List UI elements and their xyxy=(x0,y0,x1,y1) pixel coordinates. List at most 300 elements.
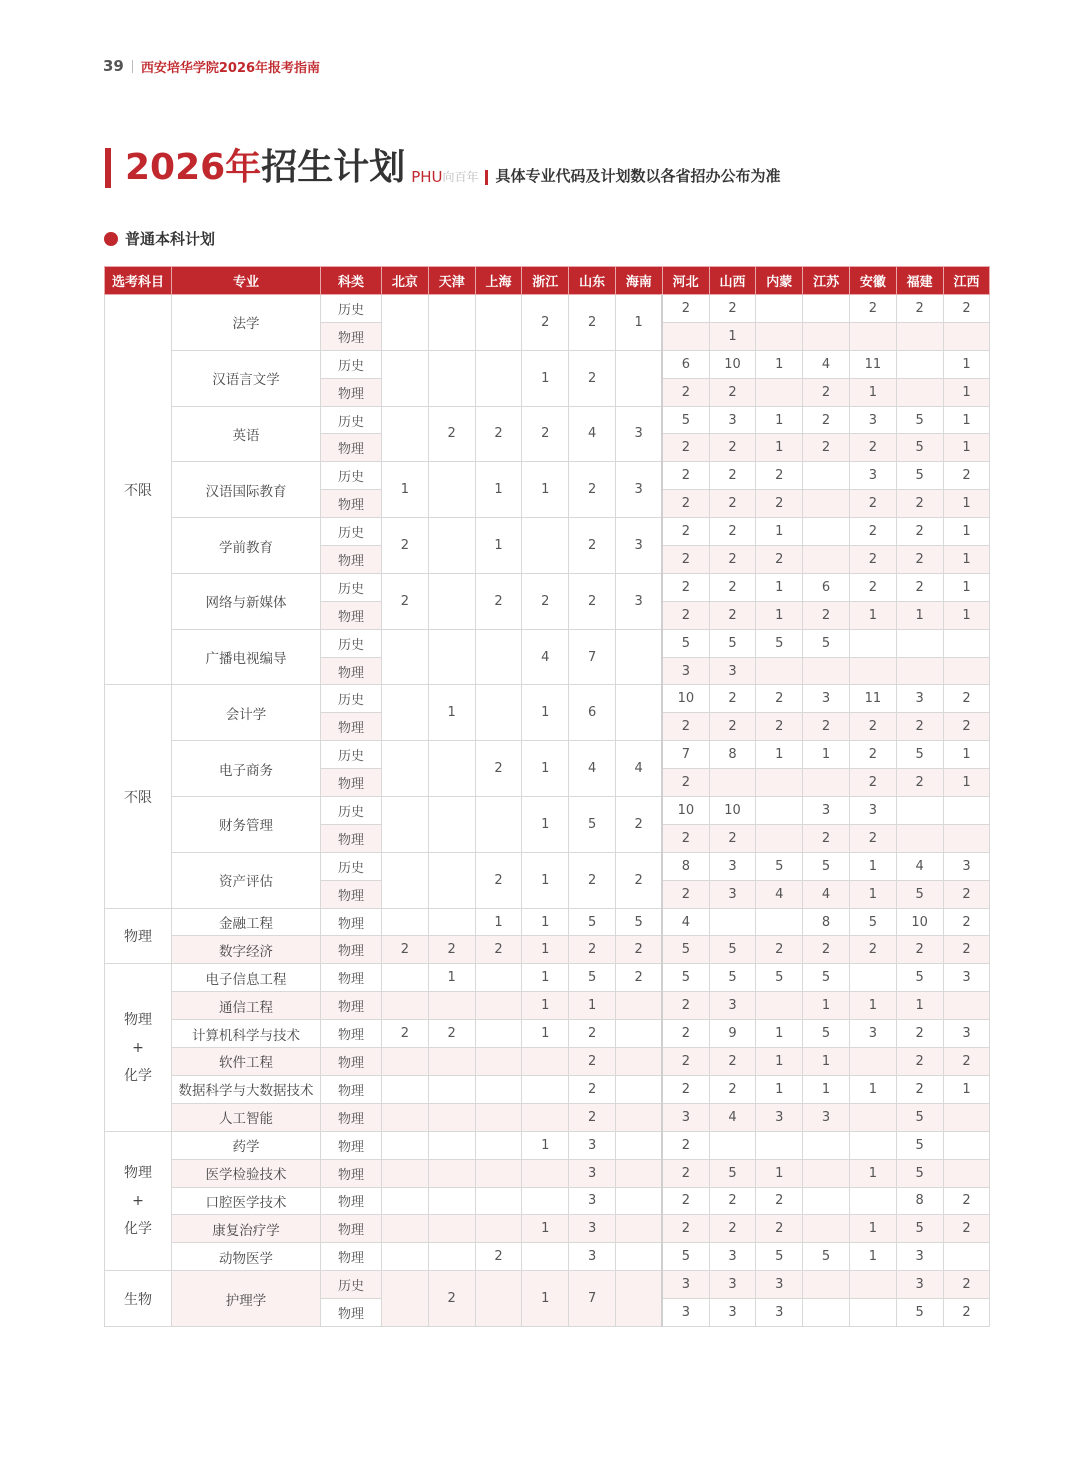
plan-count-cell: 2 xyxy=(709,713,756,741)
plan-count-cell xyxy=(382,741,429,797)
plan-count-cell: 2 xyxy=(662,601,709,629)
plan-count-cell: 1 xyxy=(522,908,569,936)
plan-count-cell xyxy=(615,1103,662,1131)
plan-count-cell xyxy=(522,1159,569,1187)
plan-count-cell xyxy=(943,992,990,1020)
plan-count-cell: 2 xyxy=(475,741,522,797)
plan-count-cell: 10 xyxy=(662,685,709,713)
subject-requirement-cell: 不限 xyxy=(105,295,172,685)
plan-count-cell: 3 xyxy=(615,406,662,462)
plan-count-cell: 2 xyxy=(896,546,943,574)
plan-count-cell: 3 xyxy=(615,518,662,574)
subject-requirement-cell xyxy=(105,964,172,1131)
plan-count-cell: 2 xyxy=(709,1187,756,1215)
plan-count-cell xyxy=(428,1048,475,1076)
category-cell: 物理 xyxy=(321,1187,382,1215)
plan-count-cell: 1 xyxy=(849,852,896,880)
plan-count-cell: 5 xyxy=(803,852,850,880)
plan-count-cell xyxy=(756,322,803,350)
plan-count-cell xyxy=(382,908,429,936)
table-row xyxy=(105,1020,990,1048)
column-header: 河北 xyxy=(662,267,709,295)
plan-count-cell xyxy=(382,1159,429,1187)
plan-count-cell: 1 xyxy=(522,797,569,853)
plan-count-cell: 11 xyxy=(849,350,896,378)
plan-count-cell: 1 xyxy=(709,322,756,350)
plan-count-cell: 2 xyxy=(709,490,756,518)
plan-count-cell: 8 xyxy=(896,1187,943,1215)
plan-count-cell: 2 xyxy=(615,964,662,992)
category-cell: 物理 xyxy=(321,1299,382,1327)
plan-count-cell xyxy=(662,322,709,350)
plan-count-cell xyxy=(943,1159,990,1187)
plan-count-cell xyxy=(803,1271,850,1299)
plan-count-cell: 3 xyxy=(896,685,943,713)
plan-count-cell: 2 xyxy=(662,1159,709,1187)
column-header: 专业 xyxy=(172,267,321,295)
plan-count-cell: 4 xyxy=(615,741,662,797)
plan-count-cell: 2 xyxy=(943,1187,990,1215)
plan-count-cell: 3 xyxy=(569,1215,616,1243)
plan-count-cell: 7 xyxy=(662,741,709,769)
plan-count-cell: 2 xyxy=(475,1243,522,1271)
plan-count-cell: 5 xyxy=(803,1020,850,1048)
plan-count-cell: 1 xyxy=(943,406,990,434)
plan-count-cell: 2 xyxy=(569,1075,616,1103)
plan-count-cell: 5 xyxy=(896,1215,943,1243)
category-cell: 物理 xyxy=(321,490,382,518)
category-cell: 物理 xyxy=(321,1215,382,1243)
plan-count-cell: 2 xyxy=(662,880,709,908)
plan-count-cell: 4 xyxy=(803,880,850,908)
plan-count-cell xyxy=(896,657,943,685)
plan-count-cell: 2 xyxy=(709,1048,756,1076)
major-name-cell: 英语 xyxy=(172,406,321,462)
plan-count-cell: 2 xyxy=(849,741,896,769)
plan-count-cell xyxy=(475,1271,522,1327)
plan-count-cell xyxy=(615,1048,662,1076)
category-cell: 物理 xyxy=(321,713,382,741)
plan-count-cell: 5 xyxy=(896,1131,943,1159)
plan-count-cell: 1 xyxy=(756,601,803,629)
plan-count-cell: 10 xyxy=(896,908,943,936)
plan-count-cell: 2 xyxy=(662,1131,709,1159)
plan-count-cell: 2 xyxy=(709,1075,756,1103)
major-name-cell: 汉语国际教育 xyxy=(172,462,321,518)
plan-count-cell: 2 xyxy=(803,378,850,406)
plan-count-cell: 1 xyxy=(522,685,569,741)
plan-count-cell: 2 xyxy=(709,462,756,490)
plan-count-cell xyxy=(428,1075,475,1103)
plan-count-cell: 3 xyxy=(943,852,990,880)
category-cell: 历史 xyxy=(321,741,382,769)
plan-count-cell: 3 xyxy=(756,1271,803,1299)
category-cell: 物理 xyxy=(321,1243,382,1271)
plan-count-cell xyxy=(943,1131,990,1159)
category-cell: 历史 xyxy=(321,852,382,880)
plan-count-cell xyxy=(803,546,850,574)
category-cell: 历史 xyxy=(321,1271,382,1299)
category-cell: 物理 xyxy=(321,769,382,797)
plan-count-cell: 1 xyxy=(569,992,616,1020)
plan-count-cell xyxy=(382,1075,429,1103)
plan-count-cell xyxy=(896,629,943,657)
plan-count-cell xyxy=(475,685,522,741)
plan-count-cell: 5 xyxy=(756,964,803,992)
plan-count-cell: 2 xyxy=(803,713,850,741)
plan-count-cell: 1 xyxy=(756,1159,803,1187)
plan-count-cell: 2 xyxy=(569,573,616,629)
plan-count-cell: 3 xyxy=(709,880,756,908)
plan-count-cell: 3 xyxy=(615,573,662,629)
plan-count-cell: 7 xyxy=(569,1271,616,1327)
plan-count-cell xyxy=(428,1243,475,1271)
plan-count-cell xyxy=(428,462,475,518)
plan-count-cell: 2 xyxy=(896,1020,943,1048)
page-number: 39 xyxy=(103,57,124,75)
plan-count-cell: 2 xyxy=(428,1271,475,1327)
subject-requirement-cell: 生物 xyxy=(105,1271,172,1327)
column-header: 选考科目 xyxy=(105,267,172,295)
plan-count-cell xyxy=(709,1131,756,1159)
plan-count-cell xyxy=(849,1103,896,1131)
plan-count-cell: 1 xyxy=(475,462,522,518)
plan-count-cell xyxy=(849,1299,896,1327)
plan-count-cell xyxy=(896,824,943,852)
plan-count-cell: 2 xyxy=(662,295,709,323)
plan-count-cell xyxy=(428,573,475,629)
column-header: 内蒙 xyxy=(756,267,803,295)
plan-count-cell: 1 xyxy=(428,685,475,741)
plan-count-cell xyxy=(803,1215,850,1243)
major-name-cell: 财务管理 xyxy=(172,797,321,853)
plan-count-cell xyxy=(615,992,662,1020)
plan-count-cell: 2 xyxy=(662,992,709,1020)
plan-count-cell xyxy=(896,322,943,350)
major-name-cell: 电子商务 xyxy=(172,741,321,797)
category-cell: 物理 xyxy=(321,1103,382,1131)
plan-count-cell: 2 xyxy=(756,462,803,490)
plan-count-cell: 2 xyxy=(896,713,943,741)
category-cell: 历史 xyxy=(321,295,382,323)
plan-count-cell: 1 xyxy=(943,546,990,574)
plan-count-cell: 1 xyxy=(943,378,990,406)
plan-count-cell xyxy=(756,824,803,852)
plan-count-cell: 2 xyxy=(849,490,896,518)
plan-count-cell: 2 xyxy=(803,601,850,629)
column-header: 安徽 xyxy=(849,267,896,295)
category-cell: 物理 xyxy=(321,601,382,629)
plan-count-cell: 4 xyxy=(569,406,616,462)
table-row xyxy=(105,295,990,323)
plan-count-cell: 2 xyxy=(382,1020,429,1048)
plan-count-cell: 2 xyxy=(709,601,756,629)
plan-count-cell: 2 xyxy=(943,713,990,741)
plan-count-cell: 1 xyxy=(475,518,522,574)
major-name-cell: 广播电视编导 xyxy=(172,629,321,685)
title-phu: PHU xyxy=(411,168,443,186)
plan-count-cell: 2 xyxy=(615,852,662,908)
plan-count-cell: 1 xyxy=(615,295,662,351)
table-header-row xyxy=(105,267,990,295)
plan-count-cell: 1 xyxy=(943,350,990,378)
subject-requirement-cell: 物理 xyxy=(105,908,172,964)
plan-count-cell: 2 xyxy=(943,295,990,323)
plan-count-cell xyxy=(756,769,803,797)
plan-count-cell: 1 xyxy=(943,601,990,629)
title-year: 2026年 xyxy=(125,147,262,188)
plan-count-cell: 1 xyxy=(522,992,569,1020)
section-label xyxy=(104,228,215,249)
plan-count-cell: 2 xyxy=(662,1048,709,1076)
category-cell: 物理 xyxy=(321,378,382,406)
plan-count-cell xyxy=(382,350,429,406)
plan-count-cell: 3 xyxy=(662,1271,709,1299)
plan-count-cell: 3 xyxy=(615,462,662,518)
plan-count-cell: 1 xyxy=(475,908,522,936)
plan-count-cell: 2 xyxy=(569,295,616,351)
plan-count-cell: 4 xyxy=(522,629,569,685)
category-cell: 历史 xyxy=(321,350,382,378)
plan-count-cell: 5 xyxy=(849,908,896,936)
table-row xyxy=(105,936,990,964)
plan-count-cell xyxy=(615,1075,662,1103)
plan-count-cell: 2 xyxy=(756,936,803,964)
plan-count-cell xyxy=(756,992,803,1020)
plan-count-cell: 8 xyxy=(803,908,850,936)
plan-count-cell xyxy=(475,1159,522,1187)
category-cell: 物理 xyxy=(321,824,382,852)
plan-count-cell: 2 xyxy=(943,936,990,964)
column-header: 天津 xyxy=(428,267,475,295)
plan-count-cell xyxy=(382,992,429,1020)
plan-count-cell xyxy=(849,1271,896,1299)
plan-count-cell: 2 xyxy=(662,434,709,462)
plan-count-cell: 3 xyxy=(803,1103,850,1131)
plan-count-cell: 2 xyxy=(709,295,756,323)
plan-count-cell: 1 xyxy=(522,1271,569,1327)
table-row xyxy=(105,1048,990,1076)
plan-count-cell: 2 xyxy=(896,1048,943,1076)
plan-count-cell: 2 xyxy=(522,406,569,462)
category-cell: 历史 xyxy=(321,406,382,434)
plan-count-cell xyxy=(803,462,850,490)
plan-count-cell xyxy=(803,518,850,546)
subject-line: 物理 xyxy=(124,1164,152,1181)
plan-count-cell: 4 xyxy=(756,880,803,908)
plan-count-cell: 2 xyxy=(849,434,896,462)
plan-count-cell xyxy=(803,1187,850,1215)
plan-count-cell: 1 xyxy=(756,741,803,769)
plan-count-cell: 2 xyxy=(943,1048,990,1076)
plan-count-cell xyxy=(382,1215,429,1243)
plan-count-cell: 2 xyxy=(662,769,709,797)
plan-count-cell: 3 xyxy=(756,1103,803,1131)
table-row xyxy=(105,1075,990,1103)
plan-count-cell: 1 xyxy=(756,406,803,434)
plan-count-cell xyxy=(849,964,896,992)
plan-count-cell: 10 xyxy=(709,350,756,378)
plan-count-cell: 5 xyxy=(662,964,709,992)
plan-count-cell: 2 xyxy=(382,518,429,574)
plan-count-cell xyxy=(709,769,756,797)
plan-count-cell: 4 xyxy=(662,908,709,936)
plan-count-cell: 2 xyxy=(943,462,990,490)
plan-count-cell: 2 xyxy=(709,573,756,601)
plan-count-cell xyxy=(803,322,850,350)
plan-count-cell: 2 xyxy=(428,936,475,964)
plan-count-cell: 3 xyxy=(569,1243,616,1271)
plan-count-cell: 2 xyxy=(849,769,896,797)
plan-count-cell xyxy=(943,824,990,852)
major-name-cell: 人工智能 xyxy=(172,1103,321,1131)
plan-count-cell: 2 xyxy=(662,462,709,490)
plan-count-cell xyxy=(615,350,662,406)
plan-count-cell: 4 xyxy=(709,1103,756,1131)
plan-count-cell: 3 xyxy=(709,1271,756,1299)
table-row xyxy=(105,908,990,936)
plan-count-cell xyxy=(382,797,429,853)
plan-count-cell xyxy=(382,1131,429,1159)
plan-count-cell: 2 xyxy=(896,490,943,518)
table-row xyxy=(105,1187,990,1215)
category-cell: 历史 xyxy=(321,462,382,490)
plan-count-cell: 2 xyxy=(849,824,896,852)
plan-count-cell xyxy=(615,1243,662,1271)
plan-count-cell: 5 xyxy=(896,880,943,908)
column-header: 福建 xyxy=(896,267,943,295)
plan-count-cell: 3 xyxy=(896,1271,943,1299)
plan-count-cell: 2 xyxy=(803,406,850,434)
plan-count-cell xyxy=(803,1159,850,1187)
plan-count-cell xyxy=(849,322,896,350)
major-name-cell: 护理学 xyxy=(172,1271,321,1327)
plan-count-cell xyxy=(615,685,662,741)
plan-count-cell xyxy=(756,378,803,406)
plan-count-cell: 2 xyxy=(943,1271,990,1299)
plan-count-cell xyxy=(428,908,475,936)
plan-count-cell xyxy=(756,1131,803,1159)
category-cell: 历史 xyxy=(321,518,382,546)
major-name-cell: 会计学 xyxy=(172,685,321,741)
page-title xyxy=(105,146,781,190)
plan-count-cell xyxy=(475,1187,522,1215)
major-name-cell: 计算机科学与技术 xyxy=(172,1020,321,1048)
plan-count-cell: 2 xyxy=(662,824,709,852)
plan-count-cell: 5 xyxy=(896,1159,943,1187)
book-title: 西安培华学院2026年报考指南 xyxy=(140,60,321,76)
plan-count-cell: 5 xyxy=(803,1243,850,1271)
plan-count-cell xyxy=(756,908,803,936)
plan-count-cell: 2 xyxy=(896,518,943,546)
plan-count-cell: 2 xyxy=(849,546,896,574)
plan-count-cell: 5 xyxy=(756,1243,803,1271)
plan-count-cell: 1 xyxy=(896,601,943,629)
plan-count-cell: 5 xyxy=(709,964,756,992)
plan-count-cell: 2 xyxy=(382,936,429,964)
plan-count-cell: 5 xyxy=(709,936,756,964)
plan-count-cell: 3 xyxy=(709,1299,756,1327)
plan-count-cell: 2 xyxy=(756,713,803,741)
plan-count-cell xyxy=(615,1131,662,1159)
plan-count-cell: 3 xyxy=(943,964,990,992)
plan-count-cell: 5 xyxy=(569,964,616,992)
title-phu-sub: 向百年 xyxy=(442,170,479,184)
plan-count-cell: 2 xyxy=(662,1020,709,1048)
column-header: 海南 xyxy=(615,267,662,295)
plan-count-cell: 10 xyxy=(662,797,709,825)
plan-count-cell xyxy=(803,1299,850,1327)
major-name-cell: 通信工程 xyxy=(172,992,321,1020)
category-cell: 物理 xyxy=(321,1075,382,1103)
plan-count-cell xyxy=(849,1187,896,1215)
title-accent-bar xyxy=(105,148,111,188)
plan-count-cell: 5 xyxy=(896,1299,943,1327)
plan-count-cell: 1 xyxy=(943,769,990,797)
column-header: 江西 xyxy=(943,267,990,295)
plan-count-cell: 3 xyxy=(662,657,709,685)
plan-count-cell xyxy=(943,629,990,657)
plan-count-cell: 3 xyxy=(943,1020,990,1048)
plan-count-cell xyxy=(849,657,896,685)
plan-count-cell: 1 xyxy=(803,992,850,1020)
plan-count-cell: 1 xyxy=(756,1075,803,1103)
bullet-dot-icon xyxy=(104,232,118,246)
plan-count-cell xyxy=(849,629,896,657)
major-name-cell: 资产评估 xyxy=(172,852,321,908)
plan-count-cell: 1 xyxy=(943,1075,990,1103)
plan-count-cell: 2 xyxy=(943,685,990,713)
table-row xyxy=(105,573,990,601)
plan-count-cell xyxy=(522,1048,569,1076)
plan-count-cell: 5 xyxy=(896,1103,943,1131)
enrollment-plan-table xyxy=(104,266,990,1327)
title-main: 招生计划 xyxy=(261,147,406,188)
major-name-cell: 汉语言文学 xyxy=(172,350,321,406)
plan-count-cell: 2 xyxy=(428,1020,475,1048)
plan-count-cell xyxy=(615,1159,662,1187)
plan-count-cell: 1 xyxy=(522,1131,569,1159)
plan-count-cell: 2 xyxy=(849,295,896,323)
plan-count-cell: 2 xyxy=(522,573,569,629)
plan-count-cell: 3 xyxy=(849,462,896,490)
plan-count-cell: 1 xyxy=(803,741,850,769)
plan-count-cell: 2 xyxy=(475,406,522,462)
plan-count-cell xyxy=(803,769,850,797)
plan-count-cell xyxy=(382,852,429,908)
plan-count-cell: 3 xyxy=(849,406,896,434)
plan-count-cell xyxy=(615,629,662,685)
plan-count-cell: 3 xyxy=(849,797,896,825)
plan-count-cell: 6 xyxy=(662,350,709,378)
plan-count-cell: 5 xyxy=(709,629,756,657)
plan-count-cell xyxy=(756,295,803,323)
plan-count-cell: 1 xyxy=(943,490,990,518)
plan-count-cell xyxy=(382,629,429,685)
plan-count-cell xyxy=(475,1020,522,1048)
plan-count-cell: 4 xyxy=(803,350,850,378)
plan-count-cell: 7 xyxy=(569,629,616,685)
plan-count-cell: 5 xyxy=(896,964,943,992)
plan-count-cell xyxy=(428,629,475,685)
plan-count-cell: 5 xyxy=(896,406,943,434)
plan-count-cell: 2 xyxy=(475,573,522,629)
plan-count-cell: 1 xyxy=(803,1048,850,1076)
plan-count-cell xyxy=(475,295,522,351)
plan-count-cell: 2 xyxy=(896,769,943,797)
plan-count-cell xyxy=(943,657,990,685)
plan-count-cell xyxy=(943,1243,990,1271)
